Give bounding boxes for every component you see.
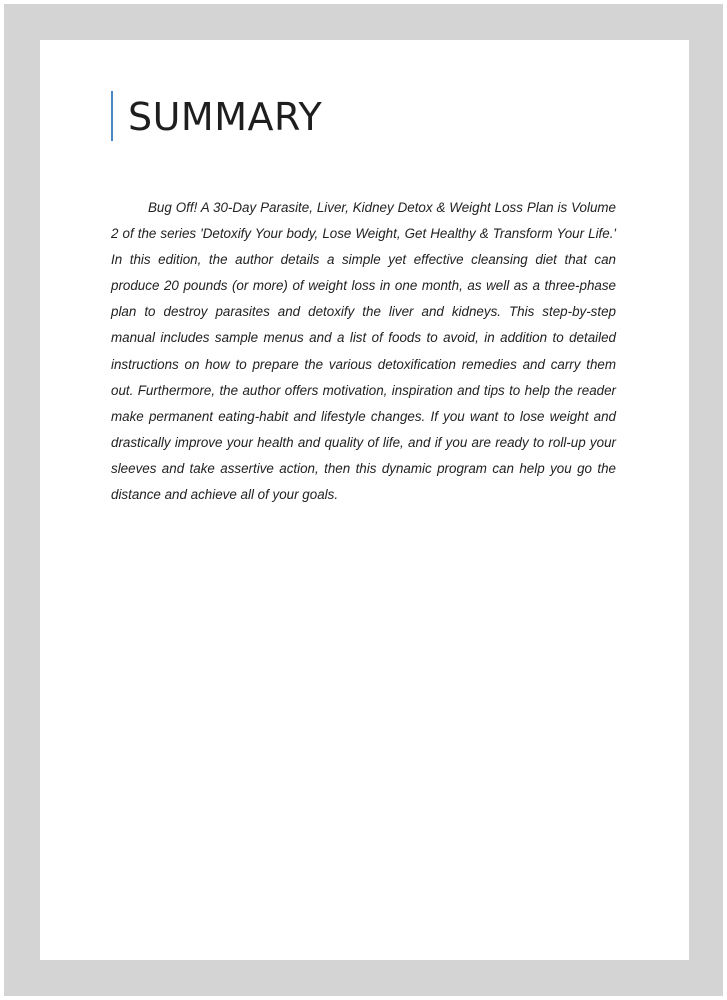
- title-accent-bar: [111, 91, 113, 141]
- document-page: [40, 40, 689, 960]
- page-title: SUMMARY: [128, 95, 323, 139]
- summary-paragraph: Bug Off! A 30-Day Parasite, Liver, Kidney Detox & Weight Loss Plan is Volume 2 of the series 'Detoxify Your body, Lose Weight, Get Healthy & Transform Your Life.' In this edition, the author details a simple yet effective cleansing diet that can produce 20 pounds (or more) of weight loss in one month, as well as a three-phase plan to destroy parasites and detoxify the liver and kidneys. This step-by-step manual includes sample menus and a list of foods to avoid, in addition to detailed instructions on how to prepare the various detoxification remedies and carry them out. Furthermore, the author offers motivation, inspiration and tips to help the reader make permanent eating-habit and lifestyle changes. If you want to lose weight and drastically improve your health and quality of life, and if you are ready to roll-up your sleeves and take assertive action, then this dynamic program can help you go the distance and achieve all of your goals.: [111, 200, 616, 503]
